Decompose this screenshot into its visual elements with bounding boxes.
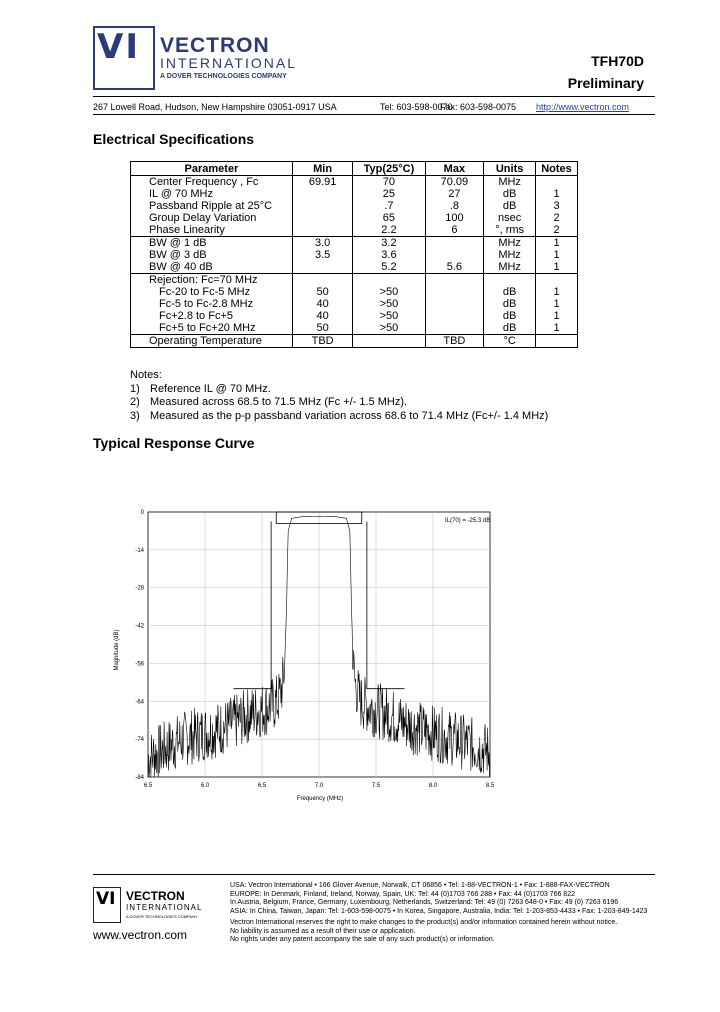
col-header-typ: Typ(25°C) — [353, 162, 425, 176]
spec-cell: Center Frequency , Fc — [131, 176, 293, 189]
col-header-notes: Notes — [536, 162, 578, 176]
spec-cell: 70 — [353, 176, 425, 189]
spec-row — [131, 237, 578, 250]
spec-cell: >50 — [353, 298, 425, 310]
spec-cell: 5.6 — [425, 261, 484, 274]
spec-cell: Group Delay Variation — [131, 212, 293, 224]
company-address: 267 Lowell Road, Hudson, New Hampshire 03051-0917 USA — [93, 102, 337, 112]
footer-logo-mark: VI — [96, 889, 116, 909]
y-tick-label: -14 — [135, 547, 144, 554]
spec-cell — [353, 335, 425, 348]
spec-cell: dB — [484, 298, 536, 310]
spec-cell: 3.2 — [353, 237, 425, 250]
spec-cell: 1 — [536, 188, 578, 200]
spec-cell: MHz — [484, 176, 536, 189]
footer-disclaimer: No rights under any patent accompany the sale of any such product(s) or information. — [230, 936, 495, 943]
spec-cell: 6 — [425, 224, 484, 237]
spec-cell: >50 — [353, 322, 425, 335]
spec-cell: 1 — [536, 310, 578, 322]
spec-cell — [425, 310, 484, 322]
company-website-link[interactable]: http://www.vectron.com — [536, 102, 630, 112]
spec-cell: 2.2 — [353, 224, 425, 237]
company-fax: Fax: 603-598-0075 — [440, 102, 517, 112]
footer-divider — [93, 874, 655, 875]
spec-cell: 70.09 — [425, 176, 484, 189]
spec-cell: .7 — [353, 200, 425, 212]
company-tel: Tel: 603-598-0070 — [380, 102, 453, 112]
footer-logo — [93, 887, 215, 925]
y-tick-label: -84 — [135, 775, 144, 781]
spec-cell: dB — [484, 322, 536, 335]
address-divider — [93, 114, 655, 115]
spec-cell: TBD — [292, 335, 352, 348]
y-tick-label: 0 — [140, 510, 144, 516]
y-tick-label: -56 — [135, 661, 144, 668]
spec-cell: TBD — [425, 335, 484, 348]
footer-brand-name: VECTRON — [126, 889, 185, 903]
spec-cell: nsec — [484, 212, 536, 224]
spec-cell: BW @ 1 dB — [131, 237, 293, 250]
y-tick-label: -42 — [135, 623, 144, 630]
spec-cell: 2 — [536, 212, 578, 224]
col-header-min: Min — [292, 162, 352, 176]
spec-cell: BW @ 3 dB — [131, 249, 293, 261]
spec-cell: 2 — [536, 224, 578, 237]
spec-row — [131, 200, 578, 212]
y-tick-label: -74 — [135, 737, 144, 744]
spec-row — [131, 176, 578, 189]
spec-cell — [536, 274, 578, 287]
spec-row — [131, 298, 578, 310]
spec-cell — [292, 274, 352, 287]
footer-disclaimer: Vectron International reserves the right to make changes to the product(s) and/or information contained herein without notice. — [230, 919, 618, 926]
x-tick-label: 8.0 — [428, 783, 438, 789]
spec-cell: 40 — [292, 310, 352, 322]
notes-title: Notes: — [130, 369, 162, 381]
spec-cell — [292, 200, 352, 212]
spec-cell: 3 — [536, 200, 578, 212]
spec-cell: 65 — [353, 212, 425, 224]
footer-line: In Austria, Belgium, France, Germany, Luxembourg, Netherlands, Switzerland: Tel: 49 (0) 7263 648-0 • Fax: 49 (0) 7263 6196 — [230, 899, 619, 906]
spec-row — [131, 322, 578, 335]
spec-cell — [425, 249, 484, 261]
spec-cell — [425, 237, 484, 250]
spec-row — [131, 274, 578, 287]
spec-cell: Fc-5 to Fc-2.8 MHz — [131, 298, 293, 310]
footer-disclaimer: No liability is assumed as a result of their use or application. — [230, 927, 416, 935]
spec-cell — [425, 298, 484, 310]
note-item: 1) Reference IL @ 70 MHz. — [130, 382, 271, 395]
x-tick-label: 8.5 — [485, 783, 495, 789]
notes-block — [130, 369, 548, 423]
spec-cell: dB — [484, 286, 536, 298]
col-header-units: Units — [484, 162, 536, 176]
spec-cell: 5.2 — [353, 261, 425, 274]
spec-cell: MHz — [484, 237, 536, 250]
spec-cell: 1 — [536, 322, 578, 335]
section-title-specs: Electrical Specifications — [93, 131, 255, 147]
spec-cell — [425, 286, 484, 298]
spec-cell: Operating Temperature — [131, 335, 293, 348]
spec-row — [131, 188, 578, 200]
spec-cell: MHz — [484, 249, 536, 261]
spec-cell: >50 — [353, 286, 425, 298]
spec-cell: 1 — [536, 237, 578, 250]
col-header-parameter: Parameter — [131, 162, 293, 176]
spec-row — [131, 261, 578, 274]
spec-cell: 1 — [536, 286, 578, 298]
spec-cell: .8 — [425, 200, 484, 212]
footer-website-link[interactable]: www.vectron.com — [93, 928, 188, 942]
y-tick-label: -28 — [135, 585, 144, 592]
chart-legend: IL(70) = -25.3 dB — [445, 518, 491, 524]
footer-contact-text — [230, 882, 650, 945]
part-number: TFH70D — [591, 53, 644, 69]
spec-cell: dB — [484, 310, 536, 322]
spec-cell: 3.0 — [292, 237, 352, 250]
spec-row — [131, 212, 578, 224]
spec-cell: 69.91 — [292, 176, 352, 189]
spec-cell: °C — [484, 335, 536, 348]
x-axis-label: Frequency (MHz) — [296, 796, 344, 802]
x-tick-label: 7.0 — [314, 783, 324, 789]
spec-cell: dB — [484, 200, 536, 212]
spec-cell: 50 — [292, 322, 352, 335]
spec-cell: Passband Ripple at 25°C — [131, 200, 293, 212]
document-status: Preliminary — [567, 75, 644, 91]
spec-cell — [536, 176, 578, 189]
spec-cell: 50 — [292, 286, 352, 298]
spec-cell: 27 — [425, 188, 484, 200]
spec-cell — [484, 274, 536, 287]
note-item: 2) Measured across 68.5 to 71.5 MHz (Fc +/- 1.5 MHz). — [130, 396, 408, 408]
y-axis-label: Magnitude (dB) — [114, 629, 120, 671]
brand-name: VECTRON — [160, 34, 270, 57]
specifications-table — [130, 161, 578, 348]
spec-cell: 1 — [536, 249, 578, 261]
spec-cell: 25 — [353, 188, 425, 200]
spec-cell: Fc+5 to Fc+20 MHz — [131, 322, 293, 335]
x-tick-label: 6.5 — [257, 783, 267, 789]
spec-row — [131, 286, 578, 298]
spec-cell: 3.6 — [353, 249, 425, 261]
brand-tagline: A DOVER TECHNOLOGIES COMPANY — [160, 73, 287, 80]
spec-cell — [292, 261, 352, 274]
footer-brand-sub: INTERNATIONAL — [126, 903, 203, 912]
spec-cell: 1 — [536, 298, 578, 310]
brand-subtitle: INTERNATIONAL — [160, 55, 297, 71]
spec-cell: Fc+2.8 to Fc+5 — [131, 310, 293, 322]
spec-cell: °, rms — [484, 224, 536, 237]
spec-cell — [425, 274, 484, 287]
spec-cell: BW @ 40 dB — [131, 261, 293, 274]
spec-cell: >50 — [353, 310, 425, 322]
spec-cell — [536, 335, 578, 348]
spec-cell: dB — [484, 188, 536, 200]
response-curve-chart — [100, 500, 500, 805]
spec-cell: MHz — [484, 261, 536, 274]
spec-cell: Rejection: Fc=70 MHz — [131, 274, 293, 287]
footer-line: USA: Vectron International • 166 Glover Avenue, Norwalk, CT 06856 • Tel: 1-88-VECTRON-1 • Fax: 1-888-FAX-VECTRON — [230, 882, 610, 889]
spec-cell: Fc-20 to Fc-5 MHz — [131, 286, 293, 298]
spec-cell — [425, 322, 484, 335]
section-title-curve: Typical Response Curve — [93, 435, 255, 451]
x-tick-label: 7.5 — [371, 783, 381, 789]
footer-brand-tagline: A DOVER TECHNOLOGIES COMPANY — [126, 914, 198, 919]
footer-line: ASIA: In China, Taiwan, Japan: Tel: 1-603-598-0075 • In Korea, Singapore, Australia, India: Tel: 1-203-853-4433 • Fax: 1-203-849-1423 — [230, 907, 648, 915]
y-tick-label: -64 — [135, 699, 144, 706]
spec-cell — [353, 274, 425, 287]
spec-cell: 3.5 — [292, 249, 352, 261]
vectron-logo-mark: VI — [97, 27, 140, 67]
spec-cell: IL @ 70 MHz — [131, 188, 293, 200]
spec-cell: Phase Linearity — [131, 224, 293, 237]
spec-cell: 1 — [536, 261, 578, 274]
x-tick-label: 6.5 — [143, 783, 153, 789]
spec-cell — [292, 188, 352, 200]
spec-row — [131, 310, 578, 322]
x-tick-label: 6.0 — [200, 783, 210, 789]
header-divider — [93, 96, 655, 97]
col-header-max: Max — [425, 162, 484, 176]
spec-row — [131, 249, 578, 261]
spec-cell — [292, 224, 352, 237]
spec-cell — [292, 212, 352, 224]
spec-row — [131, 224, 578, 237]
spec-cell: 100 — [425, 212, 484, 224]
spec-cell: 40 — [292, 298, 352, 310]
note-item: 3) Measured as the p-p passband variation across 68.6 to 71.4 MHz (Fc+/- 1.4 MHz) — [130, 409, 549, 422]
footer-line: EUROPE: In Denmark, Finland, Ireland, Norway, Spain, UK: Tel: 44 (0)1703 766 288 • Fax: 44 (0)1703 766 822 — [230, 890, 575, 898]
spec-row — [131, 335, 578, 348]
